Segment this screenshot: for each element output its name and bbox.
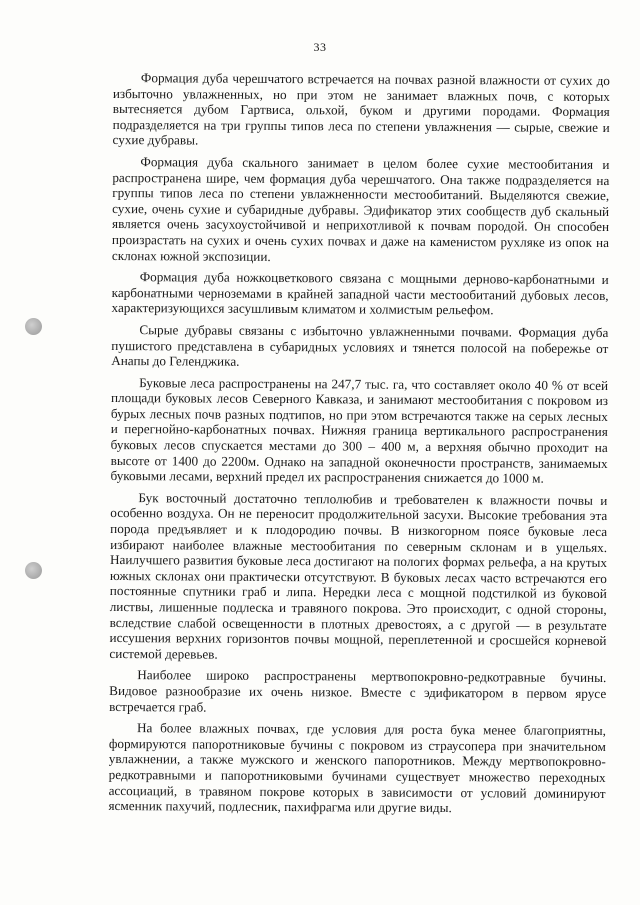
paragraph: Наиболее широко распространены мертвопокровно-редкотравные бучины. Видовое разнообразие их очень низкое. Вместе с эдификатором в первом ярусе встречается граб. <box>109 667 607 715</box>
paragraph: Сырые дубравы связаны с избыточно увлажненными почвами. Формация дуба пушистого представлена в субаридных условиях и тянется полосой на побережье от Анапы до Геленджика. <box>111 322 609 369</box>
paragraph: Формация дуба скального занимает в целом более сухие местообитания и распространена шире, чем формация дуба черешчатого. Она также подразделяется на группы типов леса по степени увлажненности местообитаний. Выделяются свежие, сухие, очень сухие и субаридные дубравы. Эдификатор этих сообществ дуб скальный является очень засухоустойчивой и неприхотливой к почвам породой. Он способен произрастать на сухих и очень сухих почвах и даже на каменистом рухляке из опок на склонах южной экспозиции. <box>111 154 610 264</box>
paragraph: Буковые леса распространены на 247,7 тыс. га, что составляет около 40 % от всей площади буковых лесов Северного Кавказа, и занимают местообитания с покровом из бурых лесных почв разных подтипов, но при этом встречаются также на серых лесных и перегнойно-карбонатных почвах. Нижняя граница вертикального распространения буковых лесов спускается местами до 300 – 400 м, а верхняя обычно проходит на высоте от 1400 до 2200м. Однако на западной оконечности пространств, занимаемых буковыми лесами, верхний предел их распространения снижается до 1000 м. <box>110 374 609 486</box>
paragraph: На более влажных почвах, где условия для роста бука менее благоприятны, формируются папоротниковые бучины с покровом из страусопера при значительном увлажнении, а также мужского и женского папоротников. Между мертвопокровно-редкотравными и папоротниковыми бучинами существует множество переходных ассоциаций, в травяном покрове которых в зависимости от условий доминируют ясменник пахучий, подлесник, пахифрагма или другие виды. <box>108 720 607 816</box>
binder-hole-bottom <box>25 562 42 579</box>
paragraph: Формация дуба черешчатого встречается на почвах разной влажности от сухих до избыточно увлажненных, но при этом не занимает влажных почв, с которых вытесняется дубом Гартвиса, ольхой, буком и другими породами. Формация подразделяется на три группы типов леса по степени увлажнения — сырые, свежие и сухие дубравы. <box>112 70 610 148</box>
body-text <box>108 70 610 823</box>
page-number: 33 <box>313 40 327 54</box>
paragraph: Бук восточный достаточно теплолюбив и требователен к влажности почвы и особенно воздуха. Он не переносит продолжительной засухи. Высокие требования эта порода предъявляет и к плодородию почвы. В низкогорном поясе буковые леса избирают наиболее влажные местообитания по северным склонам и в ущельях. Наилучшего развития буковые леса достигают на пологих формах рельефа, а на крутых южных склонах они практически отсутствуют. В буковых лесах часто встречаются его постоянные спутники граб и липа. Нередки леса с мощной подстилкой из буковой листвы, лишенные подлеска и травяного покрова. Это происходит, с одной стороны, вследствие слабой освещенности в плотных древостоях, а с другой — в результате иссушения верхних горизонтов почвы мощной, переплетенной и сросшейся корневой системой деревьев. <box>109 490 608 662</box>
binder-hole-top <box>25 318 42 335</box>
paragraph: Формация дуба ножкоцветкового связана с мощными дерново-карбонатными и карбонатными черноземами в крайней западной части местообитаний дубовых лесов, характеризующихся засушливым климатом и холмистым рельефом. <box>111 269 609 318</box>
